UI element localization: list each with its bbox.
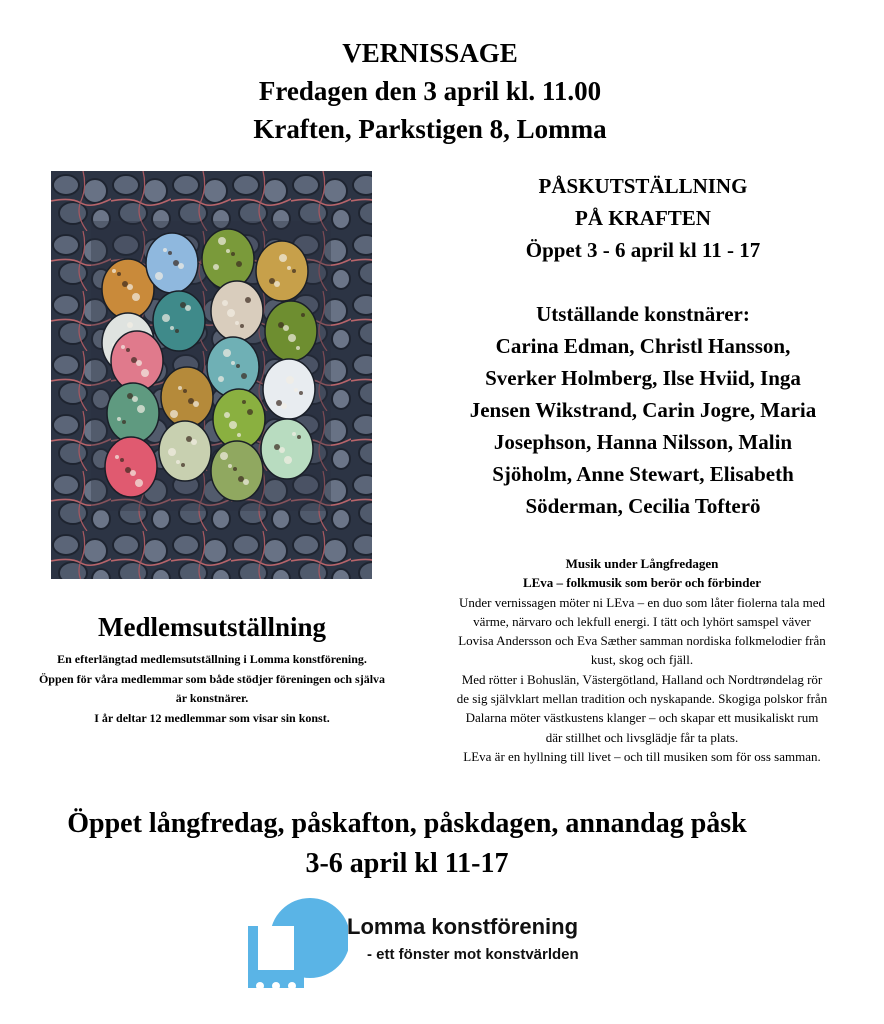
artists-line: Sverker Holmberg, Ilse Hviid, Inga	[485, 366, 801, 390]
window-logo-icon	[248, 896, 348, 992]
egg-speckle	[236, 364, 240, 368]
egg-speckle	[170, 410, 178, 418]
egg-speckle	[178, 386, 182, 390]
egg-icon	[202, 229, 254, 289]
egg-speckle	[183, 389, 187, 393]
egg-speckle	[132, 396, 138, 402]
egg-icon	[105, 437, 157, 497]
egg-speckle	[191, 439, 197, 445]
egg-icon	[207, 337, 259, 397]
egg-icon	[146, 233, 198, 293]
egg-speckle	[168, 251, 172, 255]
egg-speckle	[218, 237, 226, 245]
egg-speckle	[283, 325, 289, 331]
egg-speckle	[218, 376, 224, 382]
egg-speckle	[292, 432, 296, 436]
egg-speckle	[130, 470, 136, 476]
artists-line: Jensen Wikstrand, Carin Jogre, Maria	[469, 398, 817, 422]
egg-speckle	[185, 305, 191, 311]
egg-speckle	[186, 436, 192, 442]
egg-speckle	[180, 302, 186, 308]
egg-speckle	[245, 297, 251, 303]
music-section	[416, 554, 868, 766]
footer-hours: 3-6 april kl 11-17	[305, 848, 509, 879]
egg-speckle	[181, 463, 185, 467]
egg-speckle	[127, 322, 133, 328]
exhibition-title-2: PÅ KRAFTEN	[575, 206, 711, 230]
opening-hours-footer	[0, 804, 814, 884]
music-line: Med rötter i Bohuslän, Västergötland, Halland och Nordtrøndelag rör	[461, 671, 823, 687]
egg-speckle	[243, 479, 249, 485]
artists-line: Carina Edman, Christl Hansson,	[495, 334, 791, 358]
egg-speckle	[120, 458, 124, 462]
egg-speckle	[279, 254, 287, 262]
artists-line: Josephson, Hanna Nilsson, Malin	[493, 430, 793, 454]
egg-speckle	[228, 464, 232, 468]
egg-speckle	[170, 326, 174, 330]
exhibition-title-1: PÅSKUTSTÄLLNING	[538, 174, 748, 198]
egg-speckle	[288, 334, 296, 342]
easter-eggs-photo	[51, 171, 372, 579]
egg-speckle	[117, 417, 121, 421]
egg-speckle	[162, 314, 170, 322]
music-line: Dalarna möter västkustens klanger – och skapar ett musikaliskt rum	[465, 710, 819, 726]
egg-speckle	[163, 248, 167, 252]
artists-line: Söderman, Cecilia Tofterö	[525, 494, 761, 518]
egg-speckle	[241, 373, 247, 379]
egg-speckle	[236, 261, 242, 267]
footer-days: Öppet långfredag, påskafton, påskdagen, annandag påsk	[67, 808, 747, 839]
egg-speckle	[115, 455, 119, 459]
egg-speckle	[127, 393, 133, 399]
egg-speckle	[237, 433, 241, 437]
egg-speckle	[127, 284, 133, 290]
music-subheading: LEva – folkmusik som berör och förbinder	[522, 575, 762, 591]
egg-speckle	[274, 444, 280, 450]
egg-icon	[211, 281, 263, 341]
egg-speckle	[284, 456, 292, 464]
member-line: är konstnärer.	[175, 691, 249, 705]
egg-speckle	[176, 460, 180, 464]
egg-speckle	[242, 400, 246, 404]
egg-speckle	[155, 272, 163, 280]
egg-speckle	[286, 376, 294, 384]
egg-speckle	[125, 467, 131, 473]
egg-speckle	[297, 435, 301, 439]
egg-speckle	[292, 269, 296, 273]
egg-speckle	[122, 281, 128, 287]
music-heading: Musik under Långfredagen	[565, 556, 719, 571]
exhibition-info	[438, 170, 848, 522]
egg-speckle	[233, 467, 237, 471]
egg-icon	[261, 419, 313, 479]
egg-speckle	[178, 263, 184, 269]
egg-speckle	[112, 269, 116, 273]
egg-speckle	[121, 345, 125, 349]
egg-speckle	[224, 412, 230, 418]
egg-speckle	[281, 403, 287, 409]
egg-speckle	[299, 391, 303, 395]
egg-speckle	[279, 447, 285, 453]
egg-speckle	[287, 266, 291, 270]
music-line: Under vernissagen möter ni LEva – en duo som låter fiolerna tala med	[458, 594, 826, 610]
egg-speckle	[235, 321, 239, 325]
member-exhibition-title: Medlemsutställning	[97, 612, 326, 642]
artists-heading: Utställande konstnärer:	[536, 302, 750, 326]
egg-speckle	[294, 388, 298, 392]
egg-speckle	[141, 369, 149, 377]
egg-speckle	[131, 357, 137, 363]
egg-speckle	[240, 324, 244, 328]
egg-speckle	[173, 260, 179, 266]
egg-speckle	[132, 293, 140, 301]
egg-speckle	[175, 329, 179, 333]
logo-tagline: - ett fönster mot konstvärlden	[367, 946, 579, 963]
egg-icon	[263, 359, 315, 419]
egg-speckle	[135, 479, 143, 487]
egg-speckle	[247, 409, 253, 415]
egg-speckle	[231, 361, 235, 365]
egg-speckle	[168, 448, 176, 456]
egg-icon	[107, 383, 159, 443]
vernissage-header	[0, 34, 860, 148]
egg-speckle	[213, 264, 219, 270]
egg-icon	[256, 241, 308, 301]
egg-icon	[211, 441, 263, 501]
lomma-konstforening-logo	[248, 896, 608, 992]
egg-speckle	[238, 476, 244, 482]
egg-speckle	[276, 400, 282, 406]
egg-icon	[213, 389, 265, 449]
music-line: Lovisa Andersson och Eva Sæther samman nordiska folkmelodier från	[458, 633, 826, 649]
easter-eggs-image-icon	[51, 171, 372, 579]
music-line: värme, närvaro och lekfull energi. I tätt och lyhört samspel väver	[473, 613, 811, 629]
artists-line: Sjöholm, Anne Stewart, Elisabeth	[492, 462, 794, 486]
member-line: Öppen för våra medlemmar som både stödjer föreningen och själva	[38, 671, 386, 686]
egg-icon	[153, 291, 205, 351]
egg-speckle	[193, 401, 199, 407]
member-exhibition-text	[0, 650, 424, 728]
egg-speckle	[301, 313, 305, 317]
egg-speckle	[229, 421, 237, 429]
exhibition-hours: Öppet 3 - 6 april kl 11 - 17	[525, 238, 761, 262]
egg-speckle	[122, 420, 126, 424]
egg-speckle	[222, 300, 228, 306]
egg-speckle	[296, 346, 300, 350]
egg-speckle	[136, 360, 142, 366]
music-line: där stillhet och livsglädje får ta plats.	[545, 729, 739, 745]
music-line: de sig självklart mellan tradition och nyskapande. Skogiga polskor från	[456, 691, 828, 707]
member-line: En efterlängtad medlemsutställning i Lomma konstförening.	[57, 652, 367, 666]
egg-speckle	[188, 398, 194, 404]
egg-speckle	[278, 322, 284, 328]
vernissage-location: Kraften, Parkstigen 8, Lomma	[253, 114, 607, 144]
music-line: kust, skog och fjäll.	[590, 652, 694, 668]
egg-icon	[159, 421, 211, 481]
egg-speckle	[269, 278, 275, 284]
egg-speckle	[227, 309, 235, 317]
egg-speckle	[274, 281, 280, 287]
music-line: LEva är en hyllning till livet – och till musiken som för oss samman.	[463, 748, 821, 764]
member-exhibition	[0, 610, 424, 728]
egg-speckle	[117, 272, 121, 276]
egg-speckle	[223, 349, 231, 357]
egg-speckle	[126, 348, 130, 352]
egg-speckle	[220, 452, 228, 460]
egg-icon	[161, 367, 213, 427]
egg-speckle	[231, 252, 235, 256]
vernissage-title: VERNISSAGE	[342, 38, 518, 68]
logo-name: Lomma konstförening	[347, 914, 579, 939]
member-line: I år deltar 12 medlemmar som visar sin konst.	[94, 710, 330, 725]
egg-icon	[265, 301, 317, 361]
egg-speckle	[226, 249, 230, 253]
vernissage-date: Fredagen den 3 april kl. 11.00	[258, 76, 602, 106]
egg-speckle	[137, 405, 145, 413]
